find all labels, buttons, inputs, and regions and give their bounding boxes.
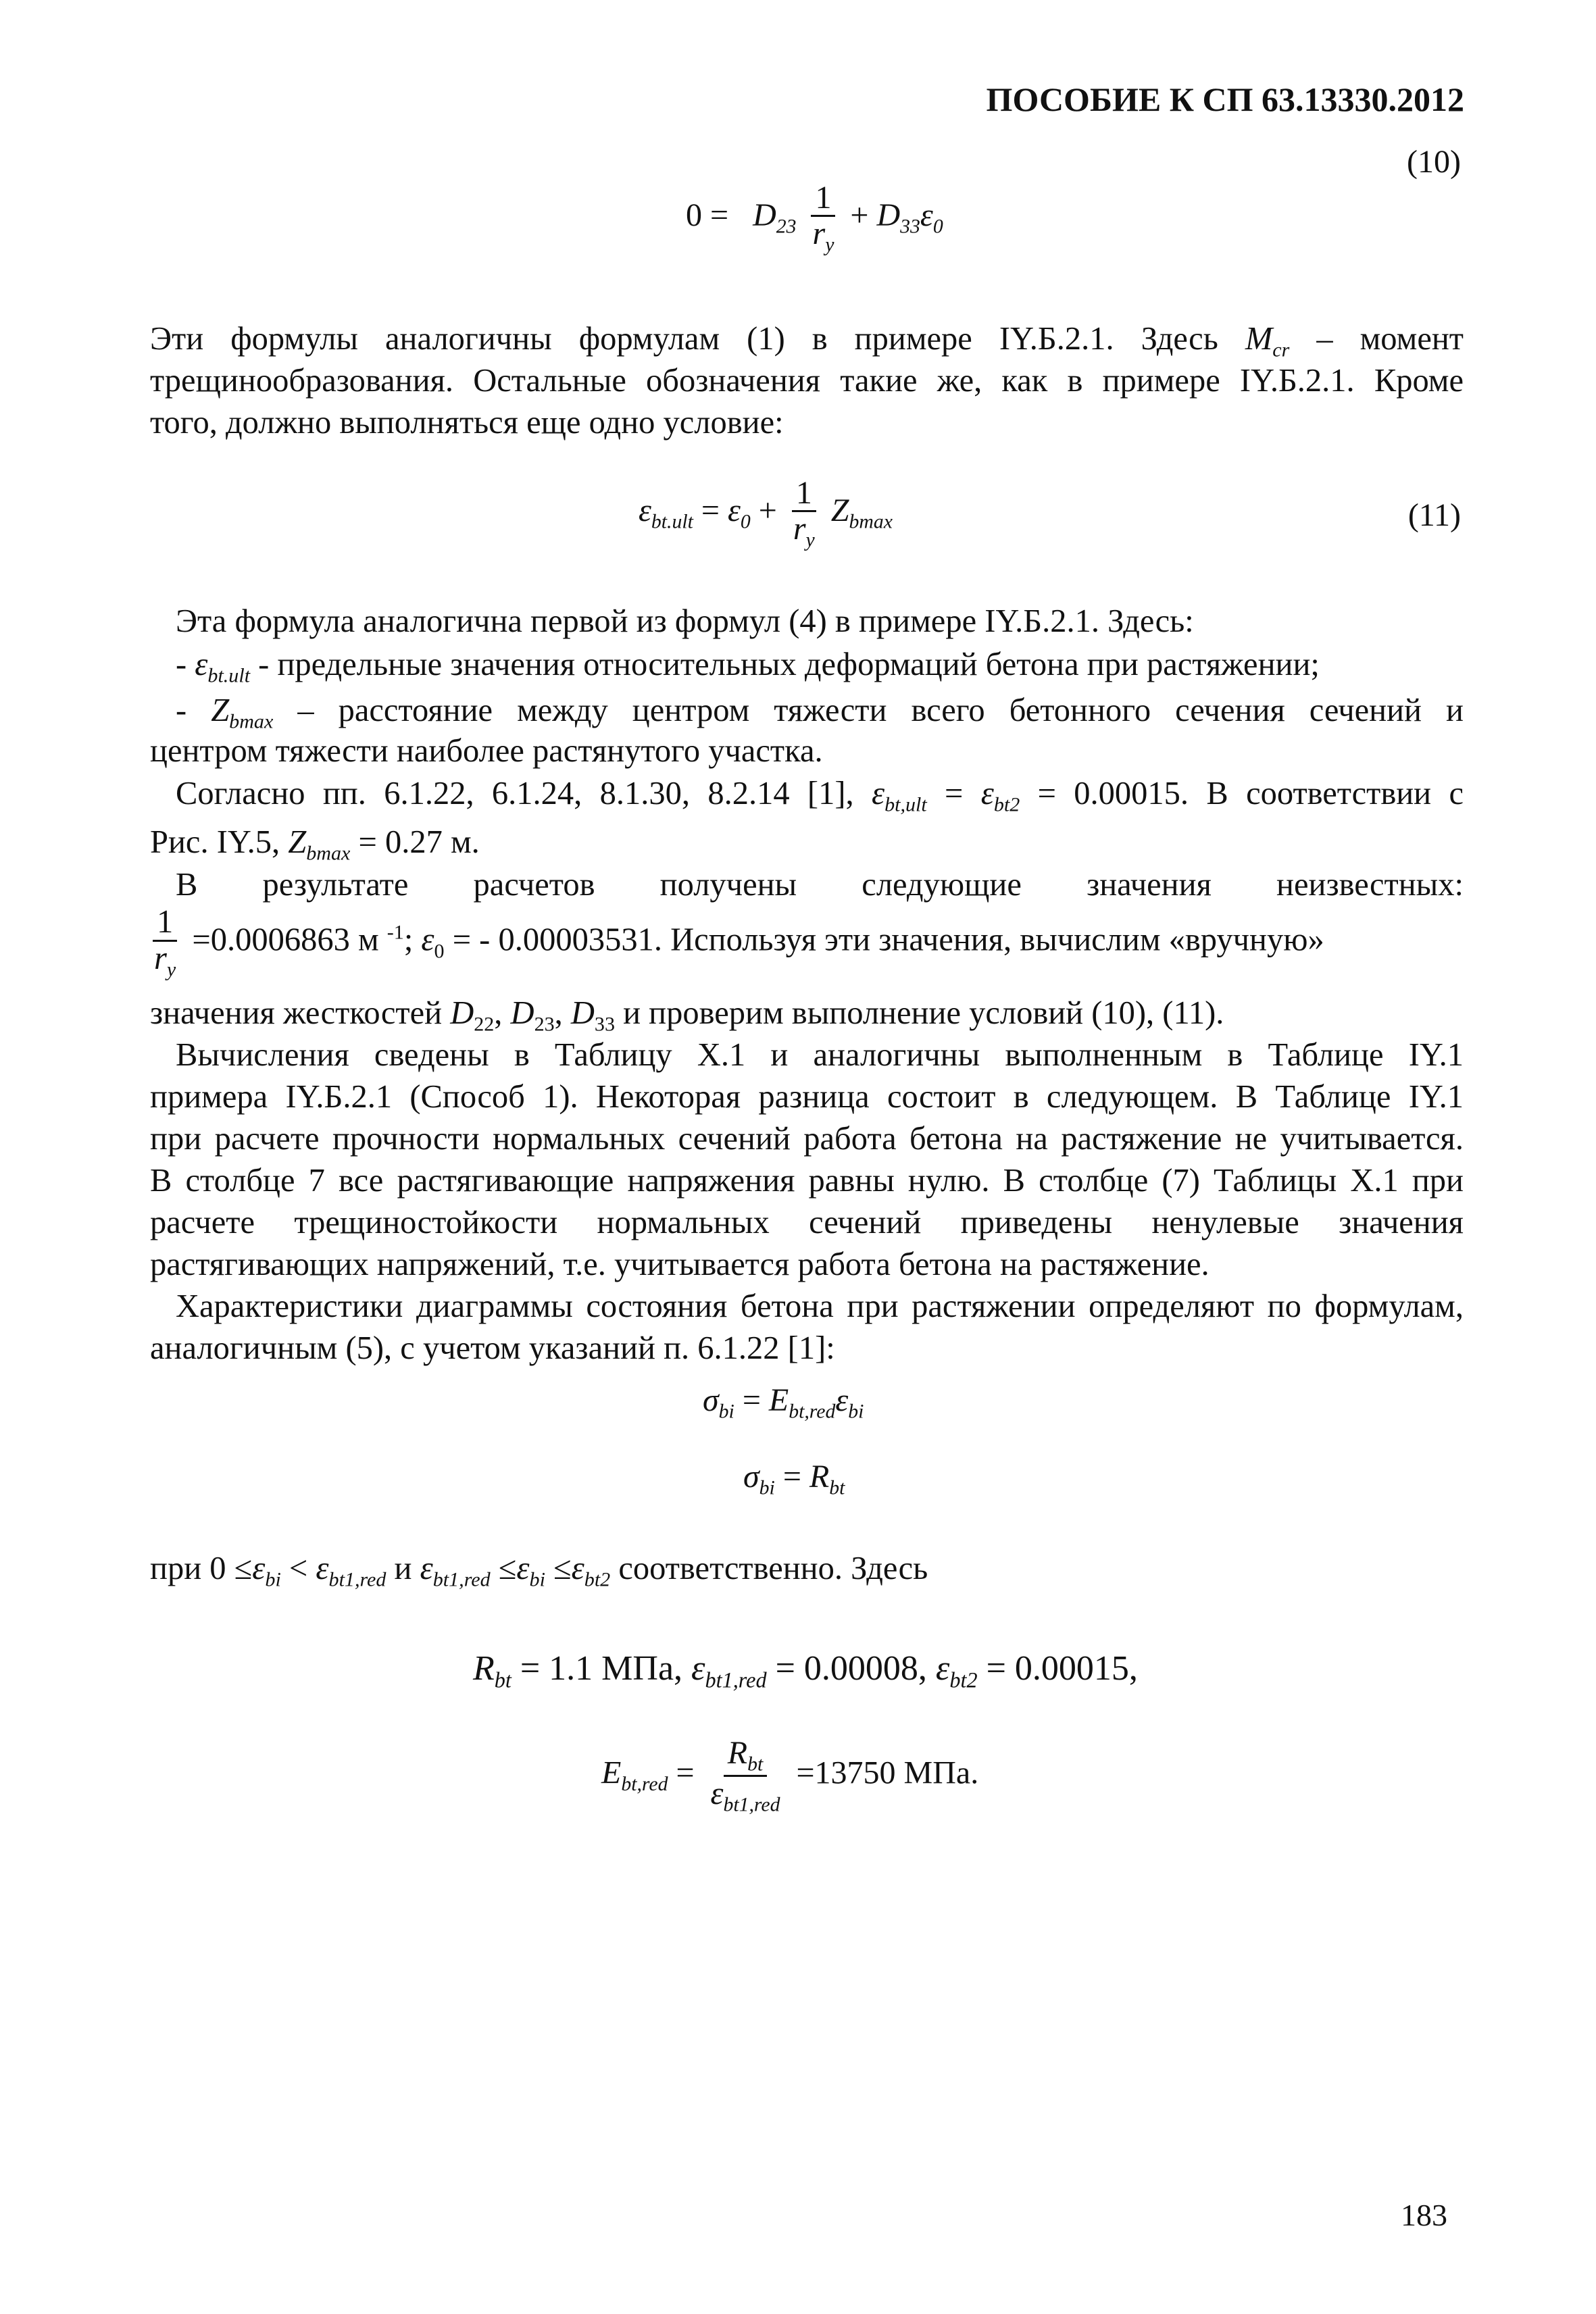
paragraph-formula-note: Эта формула аналогична первой из формул (4) в примере IY.Б.2.1. Здесь:: [176, 603, 1194, 639]
paragraph-according-line2: Рис. IY.5, $Z_{bmax} = 0.27$ м.: [150, 824, 480, 865]
equation-11: $\varepsilon_{bt.ult} = \varepsilon_0$ + $\frac{1}{r_y}$ $Z_{bmax}$: [639, 475, 893, 551]
paragraph-characteristics-line1: Характеристики диаграммы состояния бетона при растяжении определяют по формулам,: [176, 1288, 1464, 1324]
paragraph-intro-line3: того, должно выполняться еще одно условие:: [150, 405, 784, 441]
paragraph-calc-line5: расчете трещиностойкости нормальных сечений приведены ненулевые значения: [150, 1205, 1464, 1240]
equation-number-11: (11): [1407, 497, 1461, 533]
page-number: 183: [1401, 2198, 1447, 2232]
paragraph-results-values: $\frac{1}{r_y}$ =0.0006863 м $^{-1}$; $\varepsilon_0$ = - 0.00003531. Используя эти значения, вычислим «вручную»: [150, 905, 1464, 980]
equation-sigma-plateau: $\sigma_{bi} = R_{bt}$: [743, 1459, 845, 1499]
equation-sigma-linear: $\sigma_{bi} = E_{bt,red}\varepsilon_{bi}$: [703, 1382, 864, 1423]
paragraph-characteristics-line2: аналогичным (5), с учетом указаний п. 6.1.22 [1]:: [150, 1330, 835, 1366]
paragraph-according: Согласно пп. 6.1.22, 6.1.24, 8.1.30, 8.2.14 [1], $\varepsilon_{bt,ult} = \varepsilon_{bt2} = 0.00015$. В соответствии с: [176, 776, 1464, 816]
running-header: ПОСОБИЕ К СП 63.13330.2012: [986, 80, 1464, 118]
equation-number-10: (10): [1407, 144, 1461, 180]
paragraph-calc-line1: Вычисления сведены в Таблицу Х.1 и аналогичны выполненным в Таблице IY.1: [176, 1037, 1464, 1073]
paragraph-conditions: при $0 \le\varepsilon_{bi} < \varepsilon_{bt1,red}$ и $\varepsilon_{bt1,red} \le\varepsilon_{bi} \le\varepsilon_{bt2}$ соответственно. Здесь: [150, 1551, 928, 1591]
bullet-z-bmax: - $Z_{bmax}$ – расстояние между центром тяжести всего бетонного сечения сечений и: [176, 693, 1464, 733]
paragraph-calc-line2: примера IY.Б.2.1 (Способ 1). Некоторая разница состоит в следующем. В Таблице IY.1: [150, 1079, 1464, 1115]
paragraph-results: В результате расчетов получены следующие значения неизвестных:: [176, 867, 1464, 903]
equation-values: $R_{bt} = 1.1$ МПа, $\varepsilon_{bt1,red} = 0.00008$, $\varepsilon_{bt2} = 0.00015$,: [473, 1649, 1138, 1692]
equation-10: 0 = $D_{23}$ $\frac{1}{r_y}$ + $D_{33}\varepsilon_0$: [686, 180, 943, 256]
paragraph-calc-line3: при расчете прочности нормальных сечений работа бетона на растяжение не учитывается.: [150, 1121, 1464, 1157]
paragraph-calc-line6: растягивающих напряжений, т.е. учитывается работа бетона на растяжение.: [150, 1247, 1210, 1282]
paragraph-intro-line2: трещинообразования. Остальные обозначения такие же, как в примере IY.Б.2.1. Кроме: [150, 363, 1464, 399]
equation-ebt-red: $E_{bt,red}$ = $\frac{R_{bt}}{\varepsilon_{bt1,red}}$ =13750 МПа.: [601, 1735, 979, 1816]
bullet-z-bmax-line2: центром тяжести наиболее растянутого участка.: [150, 733, 823, 769]
paragraph-results-line3: значения жесткостей $D_{22}$, $D_{23}$, $D_{33}$ и проверим выполнение условий (10), (11).: [150, 995, 1224, 1036]
paragraph-intro-line1: Эти формулы аналогичны формулам (1) в примере IY.Б.2.1. Здесь $M_{cr}$ – момент: [150, 321, 1464, 361]
paragraph-calc-line4: В столбце 7 все растягивающие напряжения равны нулю. В столбце (7) Таблицы Х.1 при: [150, 1163, 1464, 1199]
bullet-eps-btult: - $\varepsilon_{bt.ult}$ - предельные значения относительных деформаций бетона при растяжении;: [176, 647, 1320, 687]
